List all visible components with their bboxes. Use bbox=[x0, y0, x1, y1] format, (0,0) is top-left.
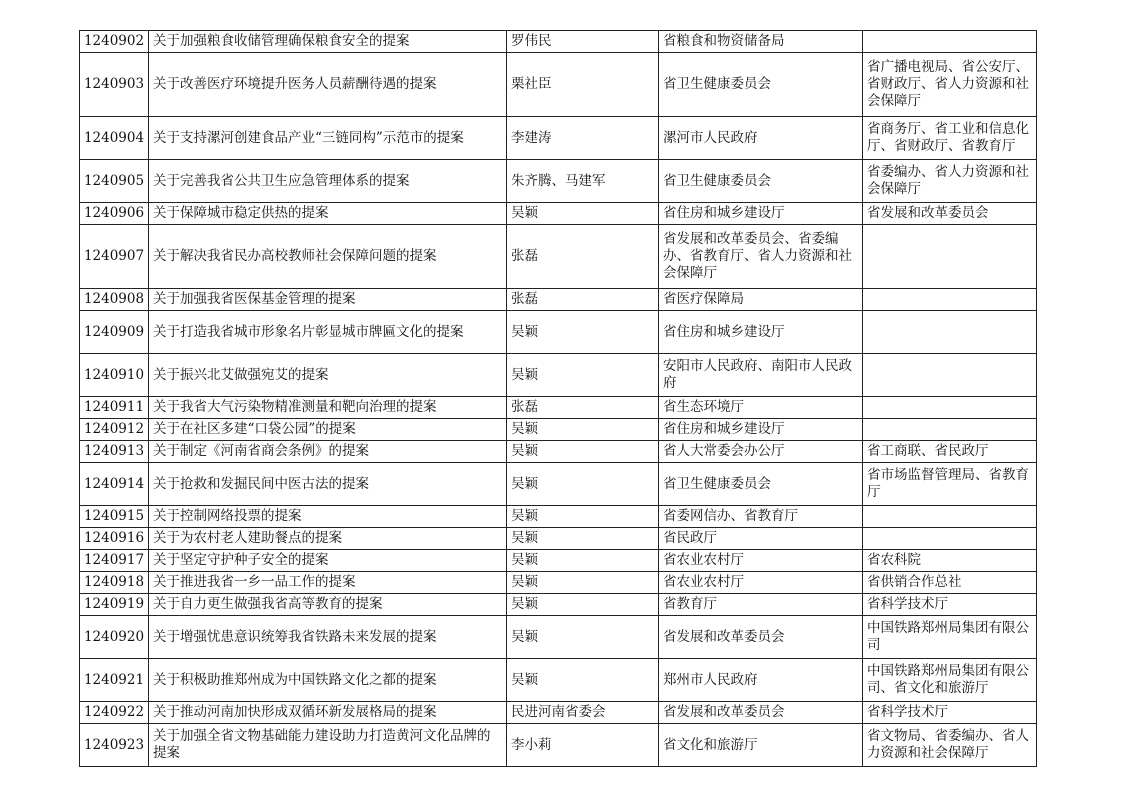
lead-department: 省生态环境厅 bbox=[659, 397, 863, 419]
proposal-id: 1240909 bbox=[80, 311, 149, 354]
proposal-title: 关于自力更生做强我省高等教育的提案 bbox=[149, 594, 507, 616]
proposer-name: 吴颖 bbox=[507, 572, 659, 594]
proposer-name: 朱齐腾、马建军 bbox=[507, 160, 659, 203]
proposal-id: 1240923 bbox=[80, 724, 149, 767]
table-row bbox=[80, 528, 1037, 550]
table-row bbox=[80, 594, 1037, 616]
co-departments: 省委编办、省人力资源和社会保障厅 bbox=[863, 160, 1037, 203]
proposal-id: 1240921 bbox=[80, 659, 149, 702]
table-row bbox=[80, 572, 1037, 594]
proposal-title: 关于抢救和发掘民间中医古法的提案 bbox=[149, 463, 507, 506]
co-departments: 中国铁路郑州局集团有限公司 bbox=[863, 616, 1037, 659]
proposal-title: 关于制定《河南省商会条例》的提案 bbox=[149, 441, 507, 463]
proposal-table-body bbox=[80, 31, 1037, 767]
proposal-title: 关于解决我省民办高校教师社会保障问题的提案 bbox=[149, 225, 507, 289]
proposal-id: 1240917 bbox=[80, 550, 149, 572]
proposer-name: 吴颖 bbox=[507, 311, 659, 354]
proposer-name: 吴颖 bbox=[507, 354, 659, 397]
lead-department: 省卫生健康委员会 bbox=[659, 160, 863, 203]
co-departments bbox=[863, 289, 1037, 311]
table-row bbox=[80, 160, 1037, 203]
co-departments: 省广播电视局、省公安厅、省财政厅、省人力资源和社会保障厅 bbox=[863, 53, 1037, 117]
lead-department: 省民政厅 bbox=[659, 528, 863, 550]
co-departments: 省科学技术厅 bbox=[863, 702, 1037, 724]
proposer-name: 李建涛 bbox=[507, 117, 659, 160]
table-row bbox=[80, 441, 1037, 463]
proposal-id: 1240922 bbox=[80, 702, 149, 724]
lead-department: 省住房和城乡建设厅 bbox=[659, 311, 863, 354]
table-row bbox=[80, 117, 1037, 160]
proposal-title: 关于加强粮食收储管理确保粮食安全的提案 bbox=[149, 31, 507, 53]
proposal-title: 关于改善医疗环境提升医务人员薪酬待遇的提案 bbox=[149, 53, 507, 117]
lead-department: 省农业农村厅 bbox=[659, 550, 863, 572]
lead-department: 省人大常委会办公厅 bbox=[659, 441, 863, 463]
lead-department: 省卫生健康委员会 bbox=[659, 463, 863, 506]
proposal-title: 关于积极助推郑州成为中国铁路文化之都的提案 bbox=[149, 659, 507, 702]
co-departments: 省农科院 bbox=[863, 550, 1037, 572]
co-departments: 省发展和改革委员会 bbox=[863, 203, 1037, 225]
lead-department: 省发展和改革委员会 bbox=[659, 616, 863, 659]
proposer-name: 吴颖 bbox=[507, 550, 659, 572]
proposal-id: 1240918 bbox=[80, 572, 149, 594]
proposal-id: 1240905 bbox=[80, 160, 149, 203]
co-departments: 省科学技术厅 bbox=[863, 594, 1037, 616]
table-row bbox=[80, 550, 1037, 572]
proposal-id: 1240919 bbox=[80, 594, 149, 616]
proposal-id: 1240910 bbox=[80, 354, 149, 397]
co-departments: 省商务厅、省工业和信息化厅、省财政厅、省教育厅 bbox=[863, 117, 1037, 160]
proposer-name: 张磊 bbox=[507, 225, 659, 289]
proposal-title: 关于加强全省文物基础能力建设助力打造黄河文化品牌的提案 bbox=[149, 724, 507, 767]
proposer-name: 民进河南省委会 bbox=[507, 702, 659, 724]
proposal-id: 1240914 bbox=[80, 463, 149, 506]
lead-department: 省发展和改革委员会、省委编办、省教育厅、省人力资源和社会保障厅 bbox=[659, 225, 863, 289]
proposal-id: 1240912 bbox=[80, 419, 149, 441]
proposal-id: 1240916 bbox=[80, 528, 149, 550]
proposal-id: 1240915 bbox=[80, 506, 149, 528]
table-row bbox=[80, 463, 1037, 506]
table-row bbox=[80, 724, 1037, 767]
lead-department: 省粮食和物资储备局 bbox=[659, 31, 863, 53]
co-departments bbox=[863, 31, 1037, 53]
table-row bbox=[80, 311, 1037, 354]
co-departments bbox=[863, 397, 1037, 419]
proposal-id: 1240907 bbox=[80, 225, 149, 289]
co-departments: 中国铁路郑州局集团有限公司、省文化和旅游厅 bbox=[863, 659, 1037, 702]
table-row bbox=[80, 289, 1037, 311]
proposer-name: 吴颖 bbox=[507, 616, 659, 659]
table-row bbox=[80, 354, 1037, 397]
table-row bbox=[80, 616, 1037, 659]
proposal-id: 1240920 bbox=[80, 616, 149, 659]
proposal-title: 关于坚定守护种子安全的提案 bbox=[149, 550, 507, 572]
proposer-name: 李小莉 bbox=[507, 724, 659, 767]
lead-department: 省卫生健康委员会 bbox=[659, 53, 863, 117]
co-departments: 省文物局、省委编办、省人力资源和社会保障厅 bbox=[863, 724, 1037, 767]
table-row bbox=[80, 31, 1037, 53]
lead-department: 省文化和旅游厅 bbox=[659, 724, 863, 767]
proposal-id: 1240904 bbox=[80, 117, 149, 160]
proposal-title: 关于为农村老人建助餐点的提案 bbox=[149, 528, 507, 550]
lead-department: 省医疗保障局 bbox=[659, 289, 863, 311]
proposal-title: 关于完善我省公共卫生应急管理体系的提案 bbox=[149, 160, 507, 203]
proposal-title: 关于在社区多建“口袋公园”的提案 bbox=[149, 419, 507, 441]
lead-department: 郑州市人民政府 bbox=[659, 659, 863, 702]
table-row bbox=[80, 397, 1037, 419]
co-departments: 省市场监督管理局、省教育厅 bbox=[863, 463, 1037, 506]
proposer-name: 吴颖 bbox=[507, 659, 659, 702]
proposal-table-container bbox=[79, 30, 1036, 767]
lead-department: 省农业农村厅 bbox=[659, 572, 863, 594]
proposal-id: 1240902 bbox=[80, 31, 149, 53]
lead-department: 省教育厅 bbox=[659, 594, 863, 616]
co-departments bbox=[863, 506, 1037, 528]
table-row bbox=[80, 53, 1037, 117]
proposer-name: 吴颖 bbox=[507, 203, 659, 225]
proposal-title: 关于振兴北艾做强宛艾的提案 bbox=[149, 354, 507, 397]
lead-department: 省委网信办、省教育厅 bbox=[659, 506, 863, 528]
co-departments bbox=[863, 311, 1037, 354]
co-departments: 省供销合作总社 bbox=[863, 572, 1037, 594]
proposer-name: 吴颖 bbox=[507, 594, 659, 616]
proposer-name: 吴颖 bbox=[507, 419, 659, 441]
proposal-title: 关于保障城市稳定供热的提案 bbox=[149, 203, 507, 225]
proposal-title: 关于打造我省城市形象名片彰显城市牌匾文化的提案 bbox=[149, 311, 507, 354]
proposer-name: 罗伟民 bbox=[507, 31, 659, 53]
proposal-title: 关于支持漯河创建食品产业“三链同构”示范市的提案 bbox=[149, 117, 507, 160]
proposal-title: 关于加强我省医保基金管理的提案 bbox=[149, 289, 507, 311]
proposal-id: 1240908 bbox=[80, 289, 149, 311]
lead-department: 省发展和改革委员会 bbox=[659, 702, 863, 724]
proposal-id: 1240913 bbox=[80, 441, 149, 463]
proposer-name: 栗社臣 bbox=[507, 53, 659, 117]
proposal-title: 关于推动河南加快形成双循环新发展格局的提案 bbox=[149, 702, 507, 724]
co-departments bbox=[863, 225, 1037, 289]
table-row bbox=[80, 225, 1037, 289]
table-row bbox=[80, 659, 1037, 702]
proposal-id: 1240903 bbox=[80, 53, 149, 117]
proposal-id: 1240906 bbox=[80, 203, 149, 225]
proposal-title: 关于推进我省一乡一品工作的提案 bbox=[149, 572, 507, 594]
proposal-table bbox=[79, 30, 1037, 767]
co-departments bbox=[863, 419, 1037, 441]
table-row bbox=[80, 506, 1037, 528]
table-row bbox=[80, 702, 1037, 724]
proposal-title: 关于增强忧患意识统筹我省铁路未来发展的提案 bbox=[149, 616, 507, 659]
lead-department: 省住房和城乡建设厅 bbox=[659, 203, 863, 225]
proposal-title: 关于我省大气污染物精准测量和靶向治理的提案 bbox=[149, 397, 507, 419]
table-row bbox=[80, 419, 1037, 441]
proposer-name: 张磊 bbox=[507, 397, 659, 419]
lead-department: 省住房和城乡建设厅 bbox=[659, 419, 863, 441]
proposal-id: 1240911 bbox=[80, 397, 149, 419]
co-departments bbox=[863, 528, 1037, 550]
proposal-title: 关于控制网络投票的提案 bbox=[149, 506, 507, 528]
proposer-name: 吴颖 bbox=[507, 441, 659, 463]
proposer-name: 吴颖 bbox=[507, 506, 659, 528]
proposer-name: 张磊 bbox=[507, 289, 659, 311]
proposer-name: 吴颖 bbox=[507, 463, 659, 506]
lead-department: 安阳市人民政府、南阳市人民政府 bbox=[659, 354, 863, 397]
table-row bbox=[80, 203, 1037, 225]
co-departments: 省工商联、省民政厅 bbox=[863, 441, 1037, 463]
proposer-name: 吴颖 bbox=[507, 528, 659, 550]
co-departments bbox=[863, 354, 1037, 397]
lead-department: 漯河市人民政府 bbox=[659, 117, 863, 160]
